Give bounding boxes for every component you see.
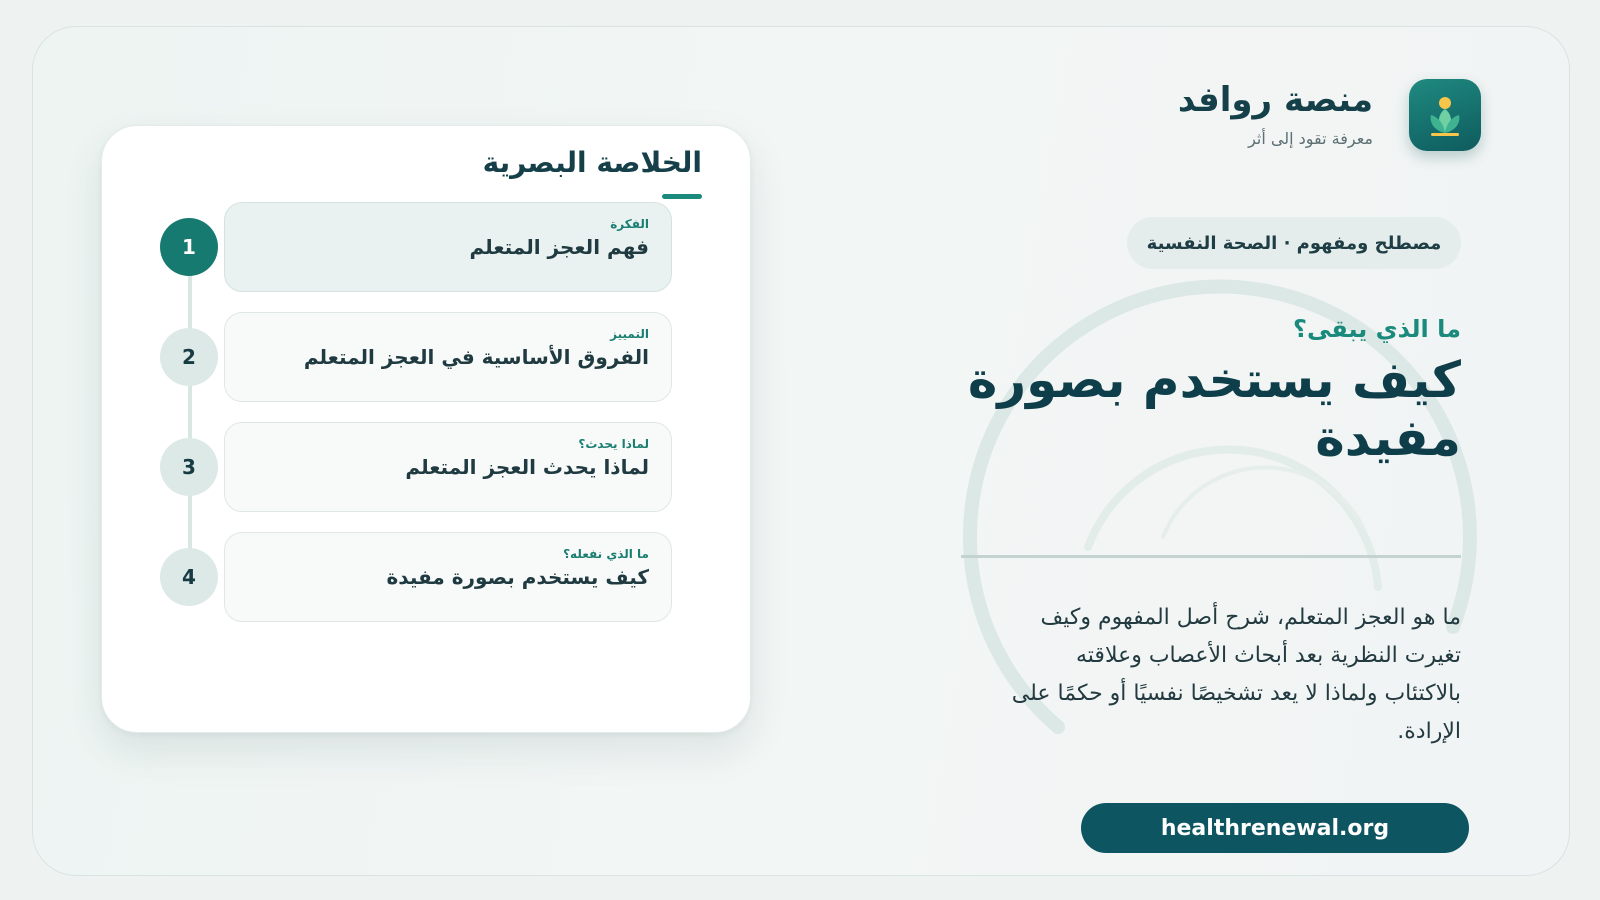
step-label: الفكرة — [610, 217, 649, 231]
lotus-sun-icon — [1409, 79, 1481, 151]
step-text: كيف يستخدم بصورة مفيدة — [386, 565, 649, 589]
step-label: ما الذي نفعله؟ — [563, 547, 649, 561]
summary-title: الخلاصة البصرية — [482, 146, 702, 179]
step-text: الفروق الأساسية في العجز المتعلم — [303, 345, 649, 369]
hero-title: كيف يستخدم بصورة مفيدة — [967, 351, 1461, 467]
category-chip: مصطلح ومفهوم · الصحة النفسية — [1127, 217, 1461, 269]
step-number: 1 — [160, 218, 218, 276]
step-item[interactable] — [160, 532, 670, 622]
step-box[interactable] — [224, 202, 672, 292]
step-text: فهم العجز المتعلم — [469, 235, 649, 259]
hero-eyebrow: ما الذي يبقى؟ — [1293, 315, 1461, 343]
slide-frame — [32, 26, 1570, 876]
step-label: التمييز — [610, 327, 649, 341]
step-label: لماذا يحدث؟ — [578, 437, 649, 451]
website-button[interactable]: healthrenewal.org — [1081, 803, 1469, 853]
step-box[interactable] — [224, 422, 672, 512]
hero-description: ما هو العجز المتعلم، شرح أصل المفهوم وكيف تغيرت النظرية بعد أبحاث الأعصاب وعلاقته بالاكتئاب ولماذا لا يعد تشخيصًا نفسيًا أو حكمًا على الإرادة. — [1011, 605, 1461, 744]
step-box[interactable] — [224, 532, 672, 622]
brand-tagline: معرفة تقود إلى أثر — [1248, 129, 1373, 149]
summary-card — [101, 125, 751, 733]
divider — [961, 555, 1461, 558]
brand-header — [1178, 79, 1481, 151]
step-text: لماذا يحدث العجز المتعلم — [405, 455, 649, 479]
step-number: 4 — [160, 548, 218, 606]
step-number: 3 — [160, 438, 218, 496]
step-item[interactable] — [160, 422, 670, 512]
brand-text — [1177, 79, 1373, 149]
title-underline — [662, 194, 702, 199]
step-box[interactable] — [224, 312, 672, 402]
step-item[interactable] — [160, 312, 670, 402]
step-item[interactable] — [160, 202, 670, 292]
step-number: 2 — [160, 328, 218, 386]
brand-name: منصة روافد — [1177, 79, 1373, 120]
